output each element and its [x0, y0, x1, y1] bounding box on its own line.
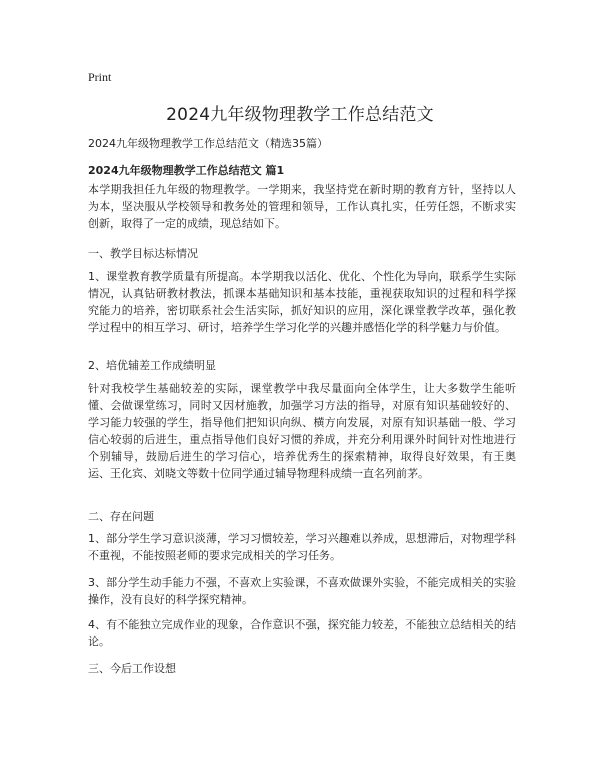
paragraph-problem-1: 1、部分学生学习意识淡薄，学习习惯较差，学习兴趣难以养成，思想滞后，对物理学科不重视，不能按照老师的要求完成相关的学习任务。: [88, 532, 516, 562]
section-heading-problems: 二、存在问题: [88, 510, 154, 523]
paragraph-teaching-quality: 1、课堂教育教学质量有所提高。本学期我以活化、优化、个性化为导向，联系学生实际情况，认真钻研教材教法，抓课本基础知识和基本技能，重视获取知识的过程和科学探究能力的培养，密切联系社会生活实际，抓好知识的应用，深化课堂教学改革，强化教学过程中的相互学习、研讨，培养学生学习化学的兴趣并感悟化学的科学魅力与价值。: [88, 270, 516, 334]
document-subtitle: 2024九年级物理教学工作总结范文（精选35篇）: [88, 137, 328, 150]
paragraph-problem-3: 3、部分学生动手能力不强，不喜欢上实验课，不喜欢做课外实验，不能完成相关的实验操作，没有良好的科学探究精神。: [88, 576, 516, 606]
page-title: 2024九年级物理教学工作总结范文: [166, 105, 434, 125]
intro-paragraph: 本学期我担任九年级的物理教学。一学期来，我坚持党在新时期的教育方针，坚持以人为本，坚决服从学校领导和教务处的管理和领导，工作认真扎实，任劳任怨，不断求实创新，取得了一定的成绩，现总结如下。: [88, 183, 516, 230]
section-heading-future: 三、今后工作设想: [88, 662, 176, 675]
section-heading-goals: 一、教学目标达标情况: [88, 247, 198, 260]
paragraph-problem-4: 4、有不能独立完成作业的现象，合作意识不强，探究能力较差，不能独立总结相关的结论。: [88, 618, 516, 648]
article-heading: 2024九年级物理教学工作总结范文 篇1: [88, 164, 285, 177]
subheading-tutoring: 2、培优辅差工作成绩明显: [88, 359, 216, 372]
print-link[interactable]: Print: [88, 70, 112, 84]
paragraph-tutoring: 针对我校学生基础较差的实际，课堂教学中我尽量面向全体学生，让大多数学生能听懂、会做课堂练习，同时又因材施教，加强学习方法的指导，对原有知识基础较好的、学习能力较强的学生，指导他们把知识向纵、横方向发展，对原有知识基础一般、学习信心较弱的后进生，重点指导他们良好习惯的养成，并充分利用课外时间针对性地进行个别辅导，鼓励后进生的学习信心，培养优秀生的探索精神，取得良好效果，有王奥运、王化宾、刘晓文等数十位同学通过辅导物理科成绩一直名列前茅。: [88, 382, 516, 480]
